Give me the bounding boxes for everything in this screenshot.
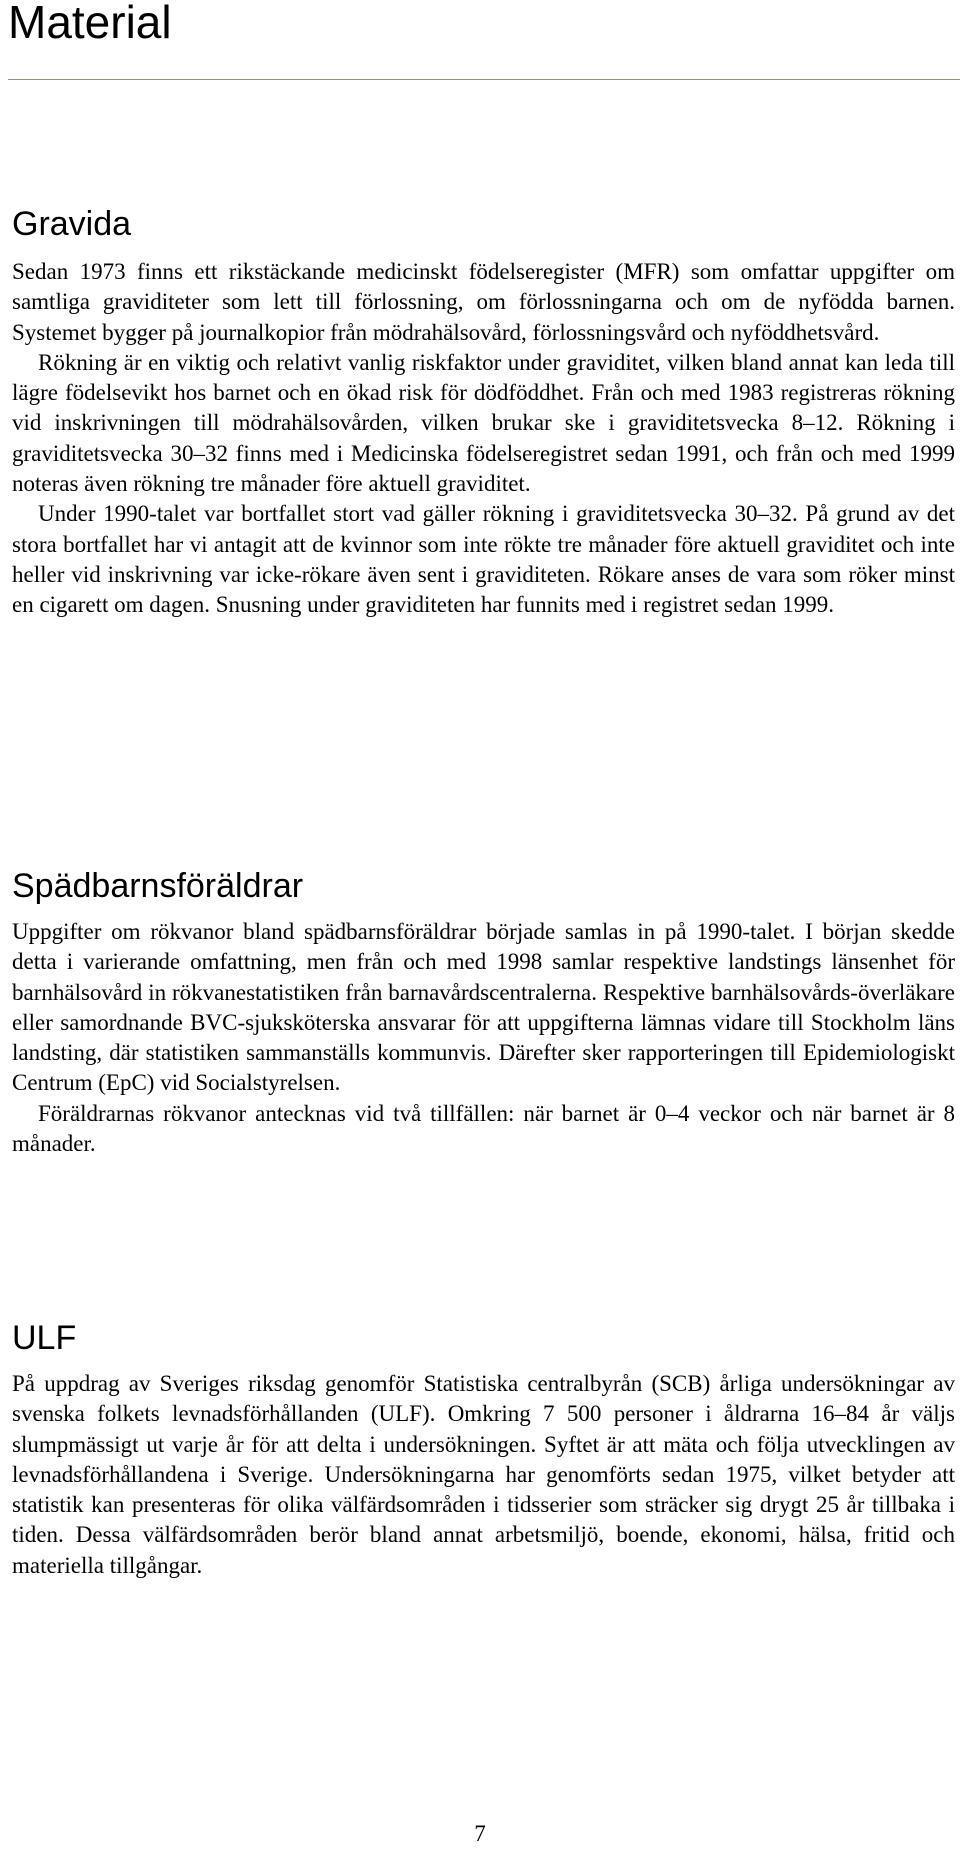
section-heading-ulf: ULF [12,1319,77,1357]
paragraph: Under 1990-talet var bortfallet stort vad gäller rökning i graviditetsvecka 30–32. På grund av det stora bortfallet har vi antagit att de kvinnor som inte rökte tre månader före aktuell graviditet och inte heller vid inskrivning var icke-rökare även sent i graviditeten. Rökare anses de vara som röker minst en cigarett om dagen. Snusning under graviditeten har funnits med i registret sedan 1999. [12,501,955,618]
page-title: Material [8,0,172,48]
paragraph: Föräldrarnas rökvanor antecknas vid två tillfällen: när barnet är 0–4 veckor och när barnet är 8 månader. [12,1100,955,1157]
paragraph: Rökning är en viktig och relativt vanlig riskfaktor under graviditet, vilken bland annat kan leda till lägre födelsevikt hos barnet och en ökad risk för dödföddhet. Från och med 1983 registreras rökning vid inskrivningen till mödrahälsovården, vilken brukar ske i graviditetsvecka 8–12. Rökning i graviditetsvecka 30–32 finns med i Medicinska födelseregistret sedan 1991, och från och med 1999 noteras även rökning tre månader före aktuell graviditet. [12,349,955,497]
title-divider [8,79,960,80]
section-body-gravida [12,257,955,621]
section-body-spadbarnsforaldrar [12,917,955,1159]
section-heading-gravida: Gravida [12,205,132,243]
paragraph: Uppgifter om rökvanor bland spädbarnsföräldrar började samlas in på 1990-talet. I början skedde detta i varierande omfattning, men från och med 1998 samlar respektive landstings länsenhet för barnhälsovård in rökvanestatistiken från barnavårdscentralerna. Respektive barnhälsovårds-överläkare eller samordnande BVC-sjuksköterska ansvarar för att uppgifterna lämnas vidare till Stockholm läns landsting, där statistiken sammanställs kommunvis. Därefter sker rapporteringen till Epidemiologiskt Centrum (EpC) vid Socialstyrelsen. [12,919,955,1096]
section-heading-spadbarnsforaldrar: Spädbarnsföräldrar [12,867,304,905]
section-body-ulf [12,1369,955,1581]
page-number: 7 [474,1821,486,1846]
paragraph: På uppdrag av Sveriges riksdag genomför Statistiska centralbyrån (SCB) årliga undersökningar av svenska folkets levnadsförhållanden (ULF). Omkring 7 500 personer i åldrarna 16–84 år väljs slumpmässigt ut varje år för att delta i undersökningen. Syftet är att mäta och följa utvecklingen av levnadsförhållandena i Sverige. Undersökningarna har genomförts sedan 1975, vilket betyder att statistik kan presenteras för olika välfärdsområden i tidsserier som sträcker sig drygt 25 år tillbaka i tiden. Dessa välfärdsområden berör bland annat arbetsmiljö, boende, ekonomi, hälsa, fritid och materiella tillgångar. [12,1371,955,1578]
paragraph: Sedan 1973 finns ett rikstäckande medicinskt födelseregister (MFR) som omfattar uppgifter om samtliga graviditeter som lett till förlossning, om förlossningarna och om de nyfödda barnen. Systemet bygger på journalkopior från mödrahälsovård, förlossningsvård och nyföddhetsvård. [12,259,955,345]
